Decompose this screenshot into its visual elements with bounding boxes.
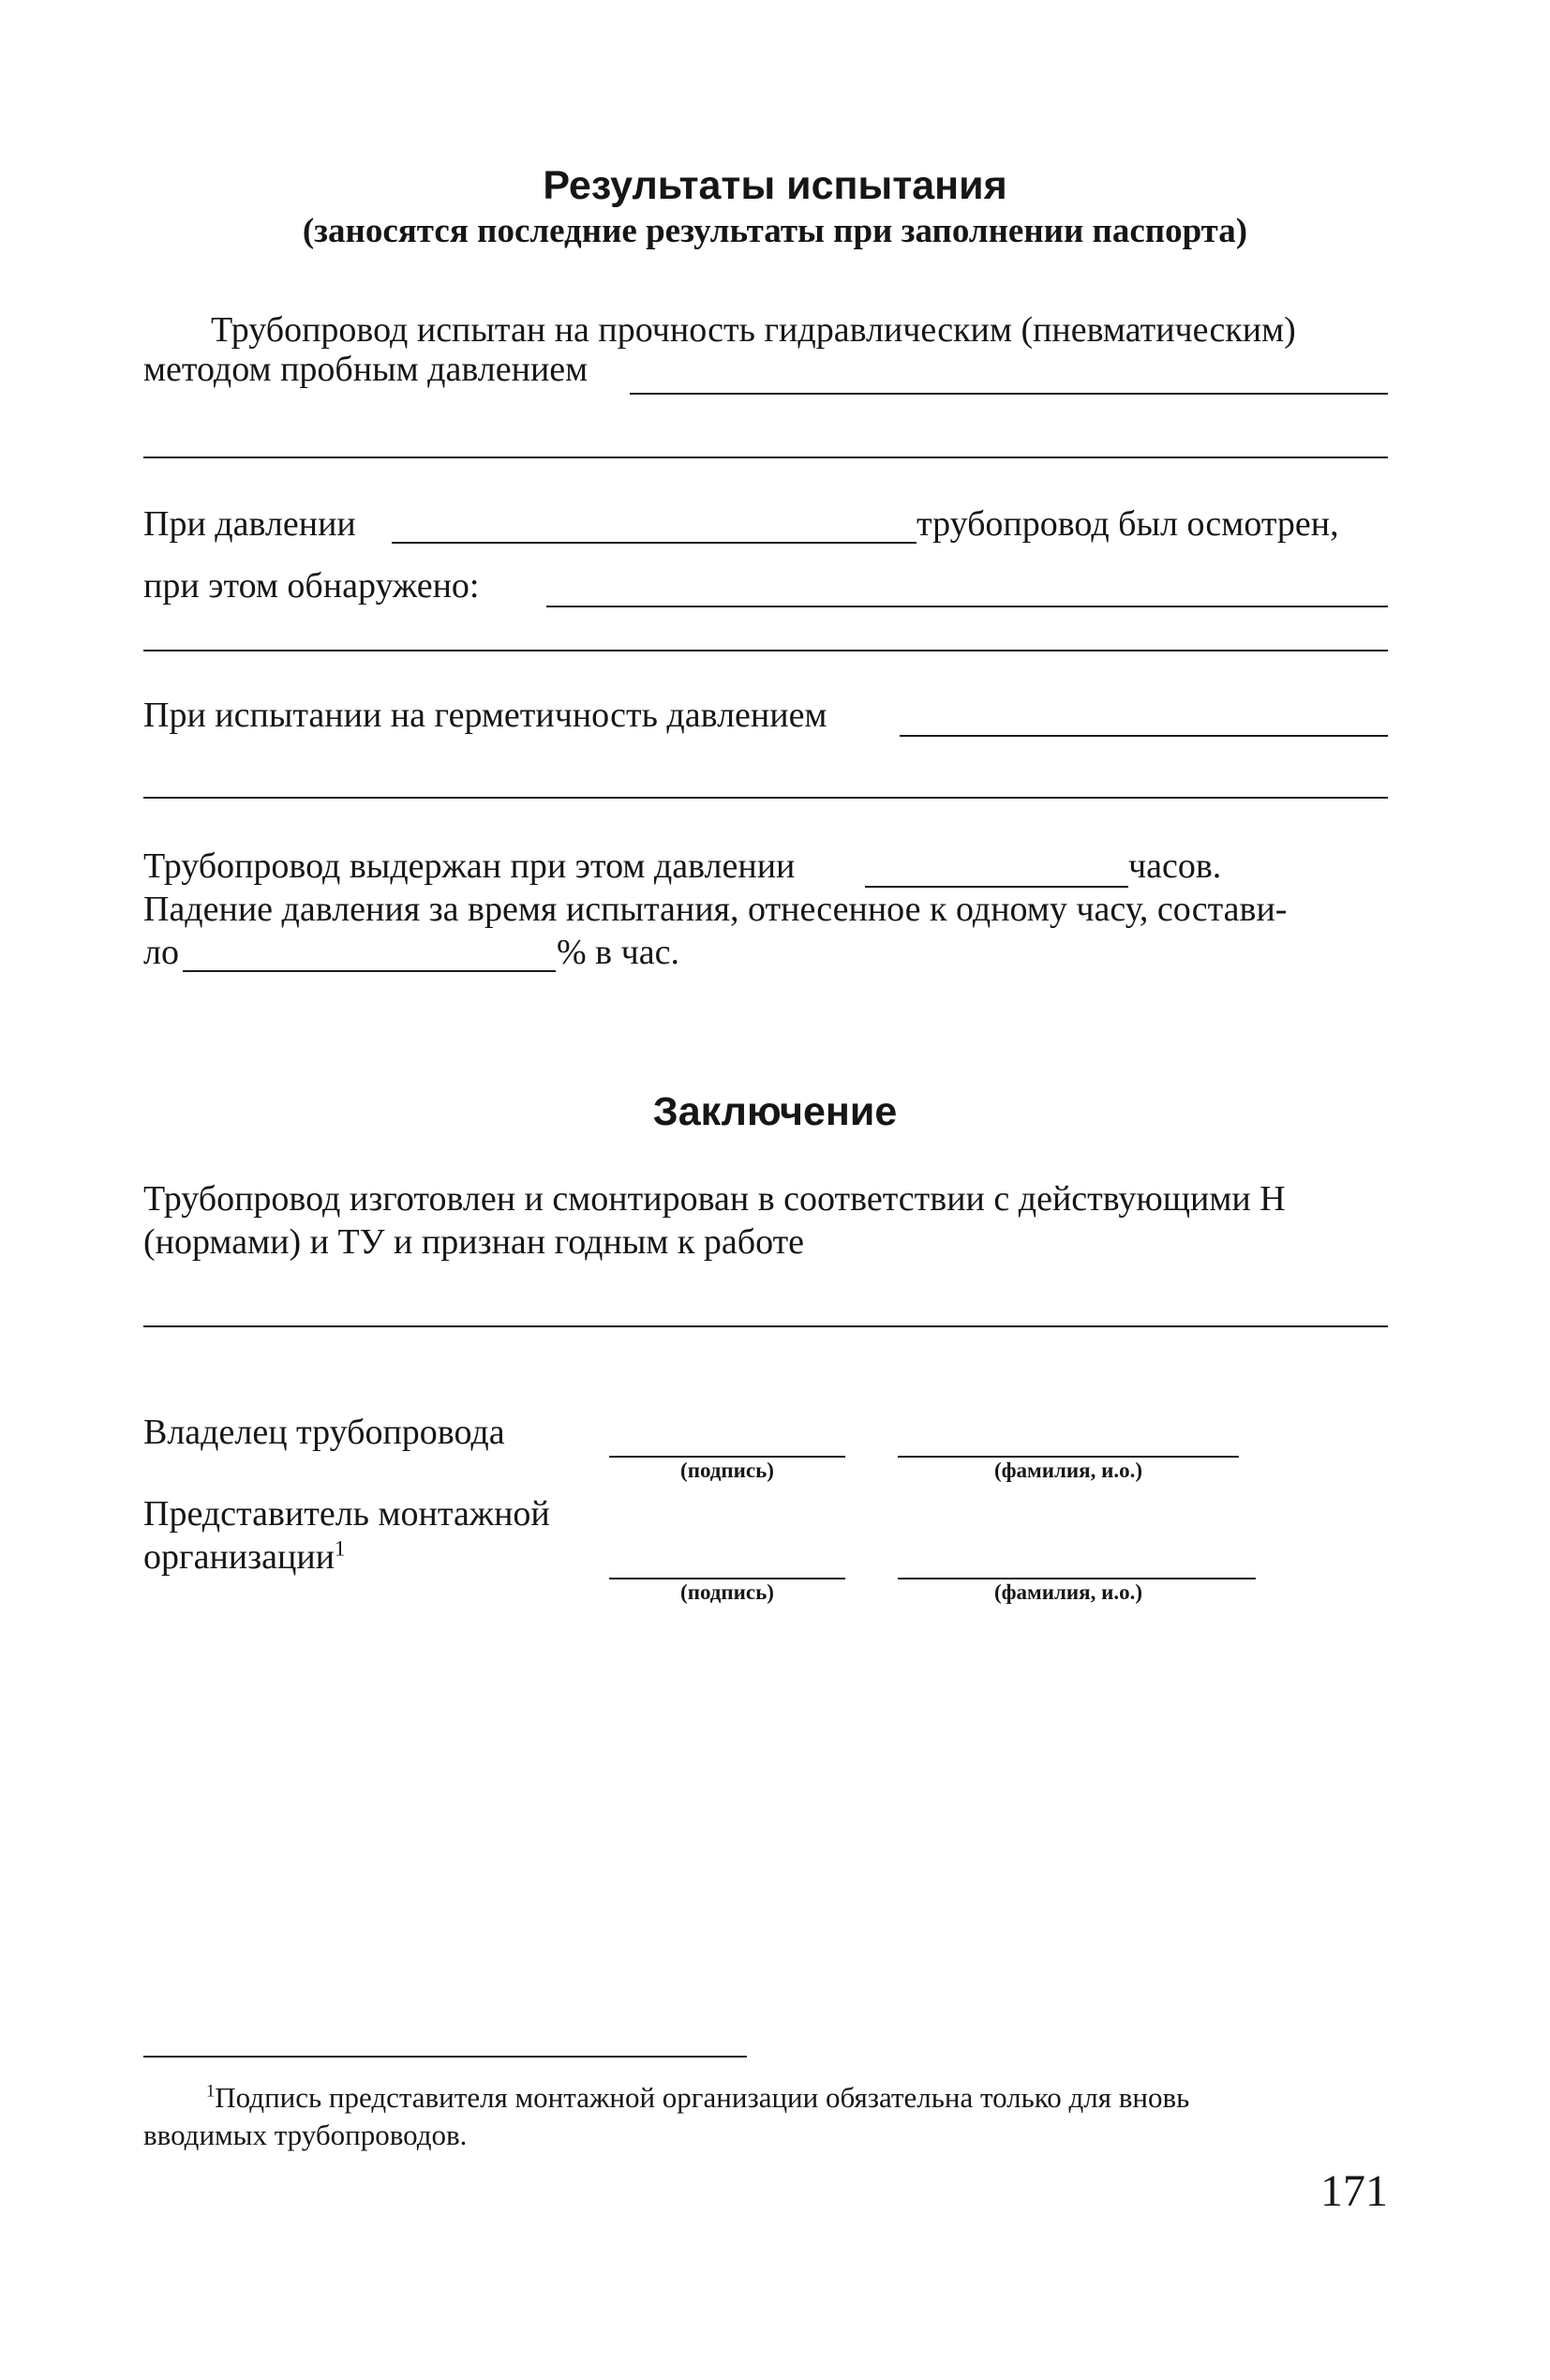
test-pressure-field[interactable] xyxy=(630,393,1388,395)
rep-signature-caption: (подпись) xyxy=(680,1580,774,1604)
footnote-line2: вводимых трубопроводов. xyxy=(143,2118,468,2151)
rep-label-line2: организации$^1$ xyxy=(143,1536,346,1577)
found-label: при этом обнаружено: xyxy=(143,566,480,606)
pressure-drop-field[interactable] xyxy=(183,970,556,972)
strength-test-line2: методом пробным давлением xyxy=(143,350,589,389)
rep-footnote-mark: 1 xyxy=(335,1536,346,1561)
inspection-suffix: трубопровод был осмотрен, xyxy=(917,504,1339,544)
footnote-mark: 1 xyxy=(206,2081,216,2102)
found-field[interactable] xyxy=(546,606,1388,607)
owner-signature-caption: (подпись) xyxy=(680,1459,774,1482)
tightness-test-label: При испытании на герметичность давлением xyxy=(143,696,827,735)
rep-name-field[interactable] xyxy=(898,1578,1256,1579)
held-duration-suffix: часов. xyxy=(1128,846,1222,886)
pressure-drop-suffix: % в час. xyxy=(557,933,679,972)
inspection-pressure-label: При давлении xyxy=(143,504,356,544)
rep-label-line1: Представитель монтажной xyxy=(143,1494,550,1534)
tightness-pressure-field-continued[interactable] xyxy=(143,797,1388,799)
tightness-pressure-field[interactable] xyxy=(900,735,1388,737)
owner-name-caption: (фамилия, и.о.) xyxy=(993,1459,1142,1482)
pressure-drop-line1: Падение давления за время испытания, отнесенное к одному часу, состави- xyxy=(143,890,1288,929)
rep-name-caption: (фамилия, и.о.) xyxy=(993,1580,1142,1604)
footnote-separator xyxy=(143,2056,747,2058)
rep-signature-field[interactable] xyxy=(609,1578,845,1579)
owner-signature-field[interactable] xyxy=(609,1456,845,1458)
footnote-line1: $^1$Подпись представителя монтажной организации обязательна только для вновь xyxy=(206,2081,1190,2114)
owner-label: Владелец трубопровода xyxy=(143,1413,505,1452)
pressure-drop-prefix: ло xyxy=(143,933,179,972)
conclusion-text-line2: (нормами) и ТУ и признан годным к работе xyxy=(143,1222,805,1262)
held-duration-label: Трубопровод выдержан при этом давлении xyxy=(143,846,796,886)
test-pressure-field-continued[interactable] xyxy=(143,457,1388,458)
strength-test-line1: Трубопровод испытан на прочность гидравлическим (пневматическим) xyxy=(211,310,1296,350)
results-subtitle: (заносятся последние результаты при заполнении паспорта) xyxy=(302,212,1248,250)
results-title: Результаты испытания xyxy=(543,163,1007,208)
conclusion-title: Заключение xyxy=(652,1089,898,1134)
owner-name-field[interactable] xyxy=(898,1456,1239,1458)
conclusion-field[interactable] xyxy=(143,1325,1388,1327)
conclusion-text-line1: Трубопровод изготовлен и смонтирован в соответствии с действующими Н xyxy=(143,1179,1286,1219)
found-field-continued[interactable] xyxy=(143,650,1388,651)
page-number: 171 xyxy=(1320,2166,1388,2216)
inspection-pressure-field[interactable] xyxy=(392,542,917,544)
